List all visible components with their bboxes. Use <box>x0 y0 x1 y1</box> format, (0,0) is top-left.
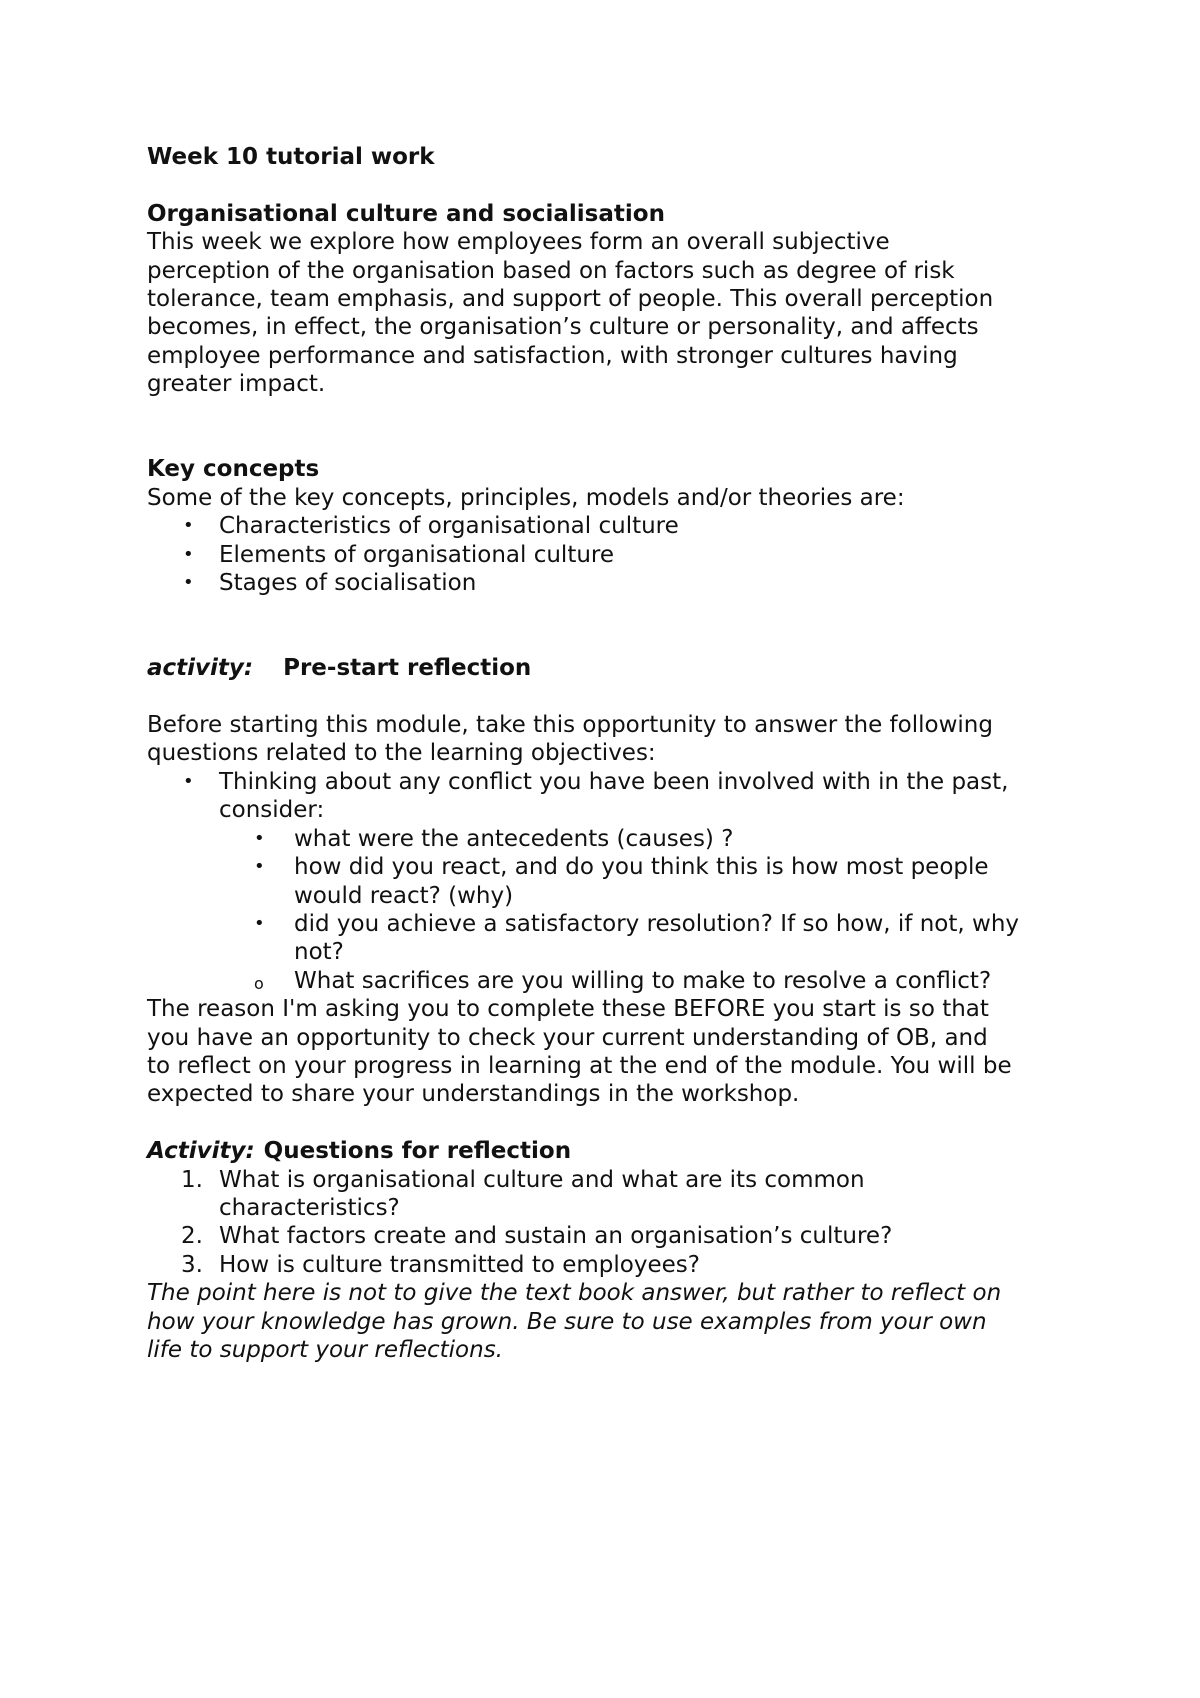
list-item: • Thinking about any conflict you have been involved with in the past, consider: <box>183 768 1009 824</box>
list-item: 1. What is organisational culture and what are its common characteristics? <box>181 1166 865 1221</box>
paragraph-line: employee performance and satisfaction, with stronger cultures having <box>147 342 958 369</box>
paragraph-line: to reflect on your progress in learning at the end of the module. You will be <box>147 1052 1012 1079</box>
bullet-icon: • <box>254 856 265 878</box>
activity-title: Questions for reflection <box>263 1138 572 1165</box>
paragraph-line: tolerance, team emphasis, and support of people. This overall perception <box>147 286 994 313</box>
paragraph-line: This week we explore how employees form an overall subjective <box>147 229 890 256</box>
circle-bullet-icon: o <box>254 973 264 993</box>
paragraph-line: you have an opportunity to check your current understanding of OB, and <box>147 1024 988 1051</box>
paragraph-line: expected to share your understandings in the workshop. <box>147 1081 800 1108</box>
document-title: Week 10 tutorial work <box>147 144 435 170</box>
section-heading-culture: Organisational culture and socialisation <box>147 200 665 227</box>
activity-heading-reflection <box>147 1137 1087 1165</box>
list-item: • how did you react, and do you think this is how most people would react? (why) <box>254 854 989 909</box>
activity-question-list <box>147 768 1087 825</box>
paragraph-line: The point here is not to give the text book answer, but rather to reflect on <box>147 1280 1002 1307</box>
activity-sub-question-list <box>147 825 1087 995</box>
list-number: 1. <box>181 1166 203 1193</box>
key-concepts-intro: Some of the key concepts, principles, models and/or theories are: <box>147 484 905 511</box>
activity-label: Activity: <box>147 1138 255 1165</box>
activity-intro <box>147 711 1087 768</box>
paragraph-line: becomes, in effect, the organisation’s culture or personality, and affects <box>147 314 979 341</box>
bullet-icon: • <box>183 770 194 792</box>
list-item: o What sacrifices are you willing to make to resolve a conflict? <box>147 967 1087 995</box>
list-item: • Characteristics of organisational culture <box>183 513 679 540</box>
bullet-icon: • <box>183 515 194 537</box>
document-body <box>147 143 1087 1364</box>
list-item: • what were the antecedents (causes) ? <box>254 825 734 852</box>
list-item: 2. What factors create and sustain an organisation’s culture? <box>181 1223 893 1250</box>
reflection-question-list <box>147 1166 1087 1280</box>
bullet-icon: • <box>254 827 265 849</box>
section-heading-key-concepts: Key concepts <box>147 456 320 483</box>
list-item: • did you achieve a satisfactory resolution? If so how, if not, why not? <box>254 910 1020 966</box>
activity-label: activity: <box>147 655 254 682</box>
list-item: • Elements of organisational culture <box>183 541 615 568</box>
paragraph-line: how your knowledge has grown. Be sure to use examples from your own <box>147 1308 987 1335</box>
key-concepts-list <box>147 512 1087 597</box>
intro-paragraph <box>147 228 1087 398</box>
list-number: 2. <box>181 1223 203 1250</box>
bullet-icon: • <box>183 572 194 594</box>
paragraph-line: life to support your reflections. <box>147 1336 503 1363</box>
activity-heading-pre-start <box>147 654 1087 682</box>
bullet-icon: • <box>183 543 194 565</box>
paragraph-line: The reason I'm asking you to complete these BEFORE you start is so that <box>147 996 989 1023</box>
list-number: 3. <box>181 1251 203 1278</box>
paragraph-line: greater impact. <box>147 371 326 398</box>
bullet-icon: • <box>254 912 265 934</box>
list-item: 3. How is culture transmitted to employees? <box>181 1251 700 1278</box>
activity-title: Pre-start reflection <box>283 655 532 682</box>
list-item: • Stages of socialisation <box>183 570 477 597</box>
paragraph-line: Before starting this module, take this opportunity to answer the following <box>147 712 993 739</box>
reflection-note <box>147 1279 1087 1364</box>
reason-paragraph <box>147 995 1087 1109</box>
paragraph-line: questions related to the learning objectives: <box>147 740 656 767</box>
paragraph-line: perception of the organisation based on factors such as degree of risk <box>147 257 955 284</box>
